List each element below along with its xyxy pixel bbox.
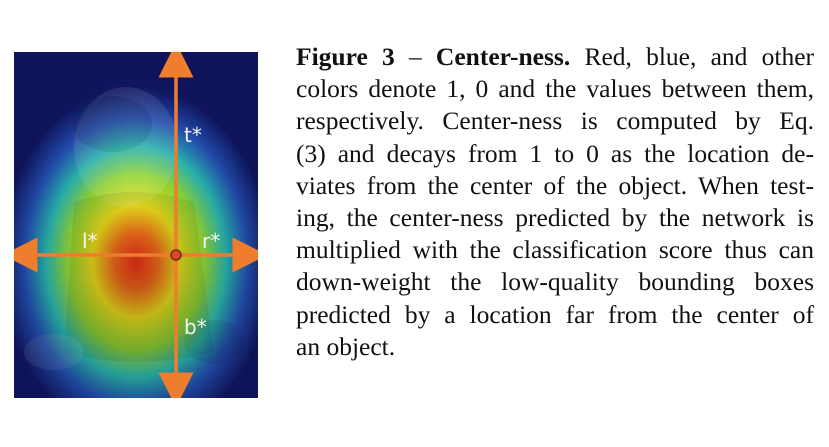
caption-line-9: predicted by a location far from the center of — [296, 299, 814, 329]
caption-line-7: multiplied with the classification score thus can — [296, 235, 814, 265]
heatmap-illustration — [14, 52, 258, 398]
caption-title: Center-ness. — [435, 42, 571, 71]
centerness-figure — [14, 52, 258, 398]
caption-dash: – — [394, 42, 436, 71]
label-left: l* — [82, 229, 98, 253]
caption-line-4: (3) and decays from 1 to 0 as the location de- — [296, 138, 814, 168]
caption-line-6: ing, the center-ness predicted by the network is — [296, 203, 814, 233]
caption-line-10: an object. — [296, 331, 396, 361]
label-right: r* — [202, 229, 221, 253]
caption-line-5: viates from the center of the object. When test- — [296, 170, 814, 200]
caption-line-2: colors denote 1, 0 and the values between them, — [296, 74, 814, 104]
figure-caption — [296, 41, 814, 363]
location-point — [171, 250, 181, 260]
label-top: t* — [184, 123, 202, 147]
caption-line — [296, 41, 814, 73]
caption-line-8: down-weight the low-quality bounding boxes — [296, 267, 814, 297]
caption-line-1: Red, blue, and other — [584, 42, 815, 71]
figure-number: Figure 3 — [296, 42, 395, 71]
label-bottom: b* — [184, 315, 207, 339]
caption-line-3: respectively. Center-ness is computed by Eq. — [296, 106, 814, 136]
